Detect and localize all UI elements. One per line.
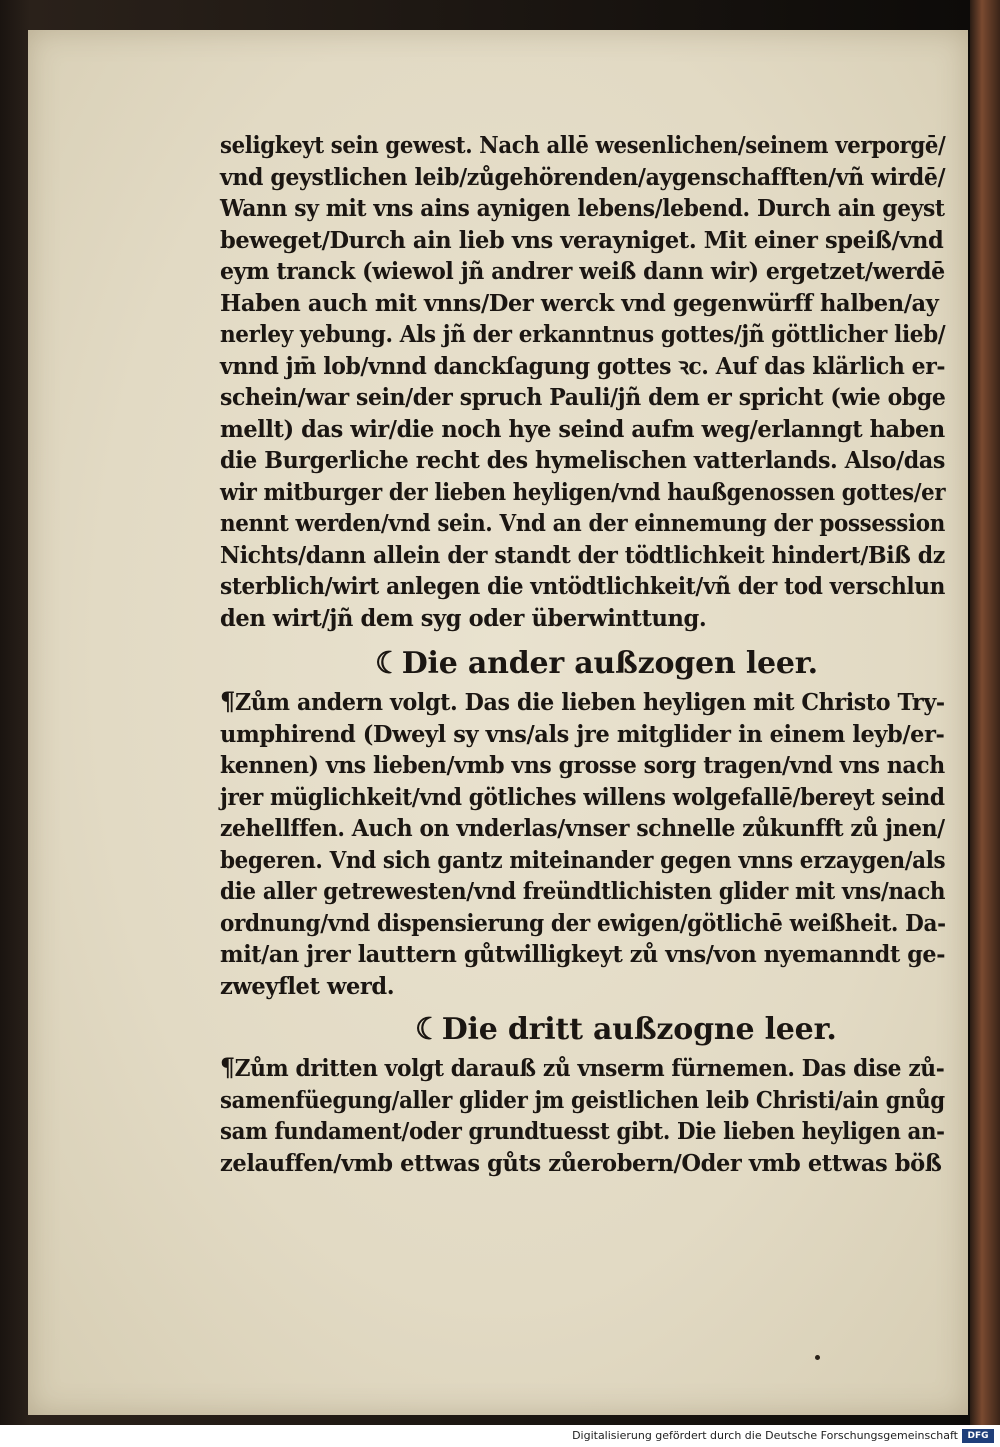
line-text: vnnd jm̄ lob/vnnd danckſagung gottes ꝛc. Auf das klärlich er- — [220, 352, 946, 380]
text-line — [220, 750, 945, 782]
line-text: mellt) das wir/die noch hye seind aufm weg/erlanngt haben — [220, 415, 945, 443]
text-line — [220, 288, 945, 320]
line-text: sam fundament/oder grundtuesst gibt. Die lieben heyligen an- — [220, 1118, 945, 1145]
page-edge — [970, 0, 1000, 1425]
text-line — [220, 445, 945, 477]
heading-text: Die dritt außzogne leer. — [441, 1012, 837, 1047]
text-line — [220, 414, 945, 446]
text-line — [220, 130, 946, 162]
line-text: kennen) vns lieben/vmb vns grosse sorg tragen/vnd vns nach — [220, 752, 945, 779]
line-text: Nichts/dann allein der standt der tödtlichkeit hindert/Biß dz — [220, 541, 945, 569]
text-line — [220, 193, 945, 225]
line-text: ordnung/vnd dispensierung der ewigen/götlichē weißheit. Da- — [220, 909, 946, 937]
text-line — [220, 971, 945, 1003]
line-text: nennt werden/vnd sein. Vnd an der einnemung der possession — [220, 510, 945, 537]
line-text: umphirend (Dweyl sy vns/als jre mitglider in einem leyb/er- — [220, 720, 945, 748]
heading-second-teaching — [375, 642, 960, 686]
paragraph-2 — [220, 686, 960, 1002]
line-text: nerley yebung. Als jñ der erkanntnus gottes/jñ göttlicher lieb/ — [220, 321, 946, 348]
text-line — [220, 719, 943, 751]
footer-bar — [0, 1425, 1000, 1447]
paragraph-3 — [220, 1052, 960, 1179]
text-block — [220, 130, 960, 1179]
line-text: Haben auch mit vnns/Der werck vnd gegenwürff halben/ay — [220, 289, 939, 317]
line-text: zweyflet werd. — [220, 972, 395, 1000]
line-text: vnd geystlichen leib/zůgehörenden/aygenschafften/vñ wirdē/ — [220, 163, 946, 191]
line-text: die aller getrewesten/vnd freündtlichisten glider mit vns/nach — [220, 878, 946, 905]
text-line — [220, 813, 945, 845]
heading-mark-icon: ☾ — [375, 646, 402, 681]
line-text: samenfüegung/aller glider jm geistlichen leib Christi/ain gnůg — [220, 1086, 945, 1114]
text-line — [220, 571, 946, 603]
text-line — [220, 1052, 945, 1085]
text-line — [220, 477, 946, 509]
line-text: jrer müglichkeit/vnd götliches willens wolgefallē/bereyt seind — [220, 783, 945, 811]
line-text: Wann sy mit vns ains aynigen lebens/lebend. Durch ain geyst — [220, 195, 945, 222]
text-line — [220, 603, 945, 635]
line-text: schein/war sein/der spruch Pauli/jñ dem er spricht (wie obge — [220, 384, 946, 411]
dfg-logo-icon: DFG — [962, 1429, 994, 1443]
line-text: seligkeyt sein gewest. Nach allē wesenlichen/seinem verporgē/ — [220, 132, 946, 159]
heading-mark-icon: ☾ — [415, 1012, 442, 1047]
text-line — [220, 939, 946, 971]
footer-credit: Digitalisierung gefördert durch die Deutsche Forschungsgemeinschaft — [572, 1429, 958, 1442]
text-line — [220, 876, 946, 908]
pilcrow-icon: ¶ — [220, 687, 235, 716]
text-line — [220, 1148, 945, 1180]
text-line — [220, 382, 946, 414]
line-text: zelauffen/vmb ettwas gůts zůerobern/Oder vmb ettwas böß — [220, 1149, 942, 1177]
line-text: begeren. Vnd sich gantz miteinander gegen vnns erzaygen/als — [220, 846, 946, 874]
heading-third-teaching — [415, 1008, 960, 1052]
text-line — [220, 319, 946, 351]
line-text: beweget/Durch ain lieb vns verayniget. Mit einer speiß/vnd — [220, 226, 944, 254]
text-line — [220, 908, 946, 940]
text-line — [220, 845, 946, 877]
heading-text: Die ander außzogen leer. — [401, 646, 818, 681]
line-text: sterblich/wirt anlegen die vntödtlichkeit/vñ der tod verschlun — [220, 573, 946, 600]
text-line — [220, 162, 946, 194]
text-line — [220, 508, 945, 540]
line-text: die Burgerliche recht des hymelischen vatterlands. Also/das — [220, 447, 945, 474]
text-line — [220, 1085, 945, 1117]
pilcrow-icon: ¶ — [220, 1053, 235, 1082]
ink-speck — [815, 1355, 820, 1360]
line-text: Zům dritten volgt darauß zů vnserm fürnemen. Das dise zů- — [234, 1055, 945, 1082]
paragraph-1 — [220, 130, 960, 634]
line-text: zehellffen. Auch on vnderlas/vnser schnelle zůkunfft zů jnen/ — [220, 815, 945, 842]
line-text: Zům andern volgt. Das die lieben heyligen mit Christo Try- — [234, 689, 945, 716]
line-text: wir mitburger der lieben heyligen/vnd haußgenossen gottes/er — [220, 478, 946, 506]
text-line — [220, 1116, 945, 1148]
text-line — [220, 540, 945, 572]
text-line — [220, 256, 945, 288]
text-line — [220, 351, 946, 383]
line-text: eym tranck (wiewol jñ andrer weiß dann wir) ergetzet/werdē — [220, 258, 945, 285]
line-text: mit/an jrer lauttern gůtwilligkeyt zů vns/von nyemanndt ge- — [220, 941, 946, 968]
text-line — [220, 782, 945, 814]
text-line — [220, 225, 945, 257]
line-text: den wirt/jñ dem syg oder überwinttung. — [220, 604, 707, 632]
text-line — [220, 686, 945, 719]
